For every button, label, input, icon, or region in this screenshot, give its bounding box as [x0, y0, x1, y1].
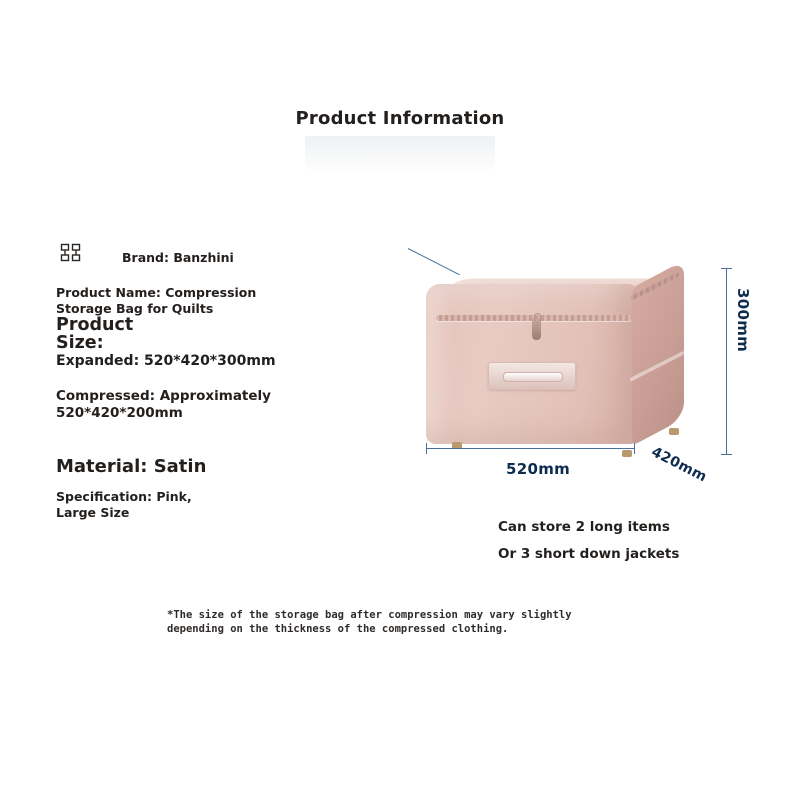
bag-handle [488, 362, 576, 390]
bag-foot [622, 450, 632, 457]
width-dimension-line [426, 448, 634, 449]
capacity-note [498, 519, 728, 563]
bag-foot [669, 428, 679, 435]
capacity-line-1: Can store 2 long items [498, 519, 670, 535]
footnote-line-2: depending on the thickness of the compressed clothing. [167, 623, 509, 636]
footnote-line-1: *The size of the storage bag after compression may vary slightly [167, 609, 572, 621]
product-size-label: Product Size: [56, 315, 134, 354]
brand-text: Brand: Banzhini [122, 250, 234, 265]
zipper-pull-icon [532, 318, 541, 340]
depth-dimension-label: 420mm [648, 444, 710, 486]
width-dimension-label: 520mm [506, 460, 571, 478]
specification-text: Specification: Pink, Large Size [56, 489, 192, 520]
storage-bag-illustration [426, 260, 646, 445]
product-name-text: Product Name: Compression Storage Bag for Quilts [56, 285, 257, 316]
height-dimension-line [726, 268, 727, 454]
page-title: Product Information [295, 108, 505, 129]
product-image [408, 248, 752, 498]
expanded-size-text: Expanded: 520*420*300mm [56, 353, 276, 369]
footnote [167, 608, 597, 636]
height-dimension-label: 300mm [734, 288, 752, 353]
compressed-size-text: Compressed: Approximately 520*420*200mm [56, 388, 271, 422]
width-dimension-cap-left [426, 443, 427, 454]
title-underlay-block [305, 136, 495, 170]
material-text: Material: Satin [56, 456, 207, 477]
width-dimension-cap-right [634, 443, 635, 454]
capacity-line-2: Or 3 short down jackets [498, 545, 680, 562]
spec-grid-icon [60, 243, 82, 265]
height-dimension-cap-top [721, 268, 732, 269]
height-dimension-cap-bottom [721, 454, 732, 455]
